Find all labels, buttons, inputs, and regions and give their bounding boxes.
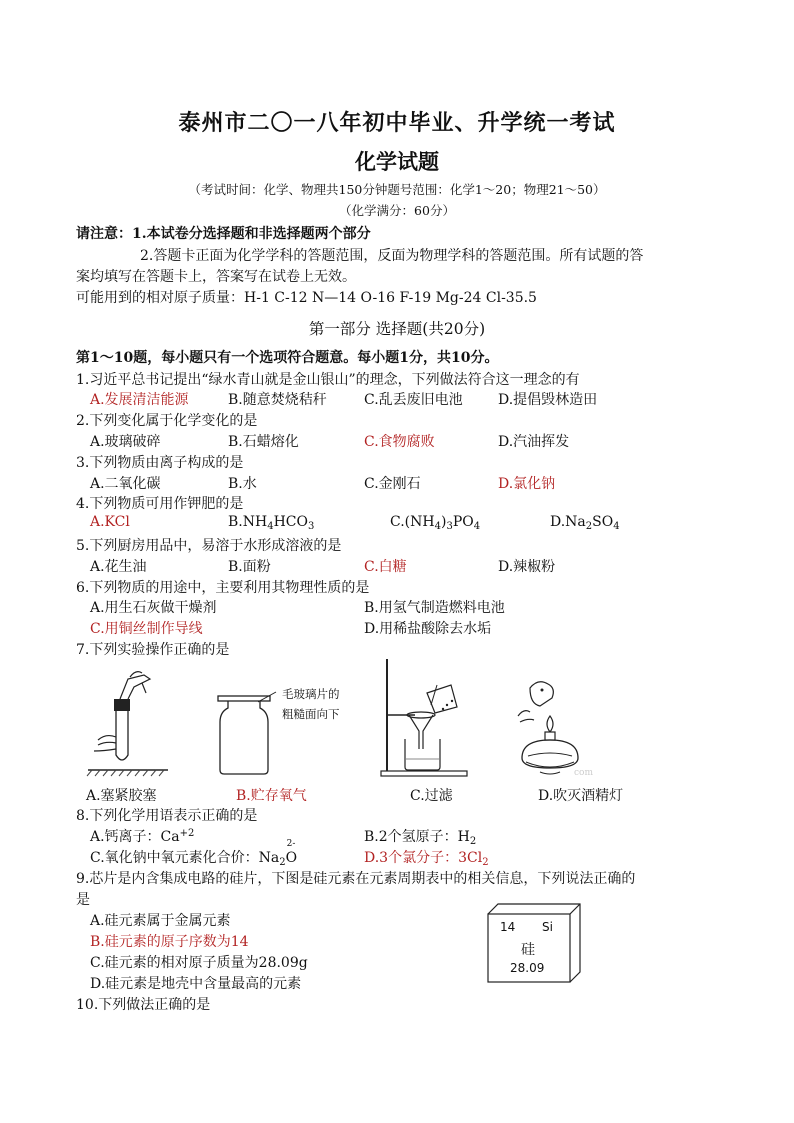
exam-title: 泰州市二〇一八年初中毕业、升学统一考试: [178, 110, 616, 136]
q5-stem: 5.下列厨房用品中，易溶于水形成溶液的是: [76, 538, 342, 554]
element-name: 硅: [521, 942, 535, 958]
q1-option-a: A.发展清洁能源: [90, 392, 189, 408]
q4-option-b: [228, 514, 314, 532]
q4-d-sub2: 4: [613, 521, 620, 532]
notice-label: 请注意：: [76, 226, 132, 242]
q10-stem: 10.下列做法正确的是: [76, 997, 211, 1013]
silicon-element-cell: [486, 906, 576, 982]
q4-stem: 4.下列物质可用作钾肥的是: [76, 496, 244, 512]
notice-item-2b: 案均填写在答题卡上，答案写在试卷上无效。: [76, 269, 356, 285]
q2-option-d: D.汽油挥发: [498, 434, 570, 450]
q6-option-d: D.用稀盐酸除去水垢: [364, 621, 492, 637]
q4-c-text: C.(NH: [390, 514, 435, 530]
glass-note-pointer: [258, 690, 278, 704]
q8-c-sup: 2-: [286, 839, 296, 849]
notice-item-2a: 2.答题卡正面为化学学科的答题范围，反面为物理学科的答题范围。所有试题的答: [140, 248, 644, 264]
q8-b-sub: 2: [469, 836, 477, 847]
figure-filtration: [375, 655, 475, 780]
q8-option-d: [364, 847, 489, 868]
q9-stem: 9.芯片是内含集成电路的硅片，下图是硅元素在元素周期表中的相关信息，下列说法正确的: [76, 871, 636, 887]
q5-option-a: A.花生油: [90, 559, 147, 575]
q7-option-c: C.过滤: [410, 788, 453, 804]
q8-a-text: A.钙离子：Ca: [90, 829, 180, 845]
q8-d-sub: 2: [482, 857, 489, 868]
q4-d-text: D.Na: [550, 514, 586, 530]
q7-option-b: B.贮存氧气: [236, 788, 307, 804]
section-title: 第一部分 选择题(共20分): [308, 320, 486, 338]
q3-option-a: A.二氧化碳: [90, 476, 161, 492]
q9-option-a: A.硅元素属于金属元素: [90, 913, 231, 929]
image-watermark: com: [574, 768, 593, 778]
figure-alcohol-lamp: [510, 676, 590, 781]
q9-option-b: B.硅元素的原子序数为14: [90, 934, 249, 950]
q4-c-sub: 4: [434, 521, 441, 532]
q4-c-sub3: 4: [473, 521, 481, 532]
q2-option-b: B.石蜡熔化: [228, 434, 299, 450]
glass-note-line-1: 毛玻璃片的: [282, 687, 340, 701]
q9-option-d: D.硅元素是地壳中含量最高的元素: [90, 976, 302, 992]
q2-option-c: C.食物腐败: [364, 434, 435, 450]
exam-time-note: （考试时间：化学、物理共150分钟题号范围：化学1～20；物理21～50）: [188, 182, 606, 197]
glass-note-line-2: 粗糙面向下: [282, 707, 340, 721]
q8-a-sup: +2: [179, 828, 195, 839]
element-mass: 28.09: [510, 961, 545, 975]
notice-item-1: 1.本试卷分选择题和非选择题两个部分: [132, 226, 371, 242]
q7-option-d: D.吹灭酒精灯: [538, 788, 624, 804]
exam-subtitle: 化学试题: [355, 149, 439, 174]
q6-option-c: C.用铜丝制作导线: [90, 621, 203, 637]
notice-line-1: [76, 223, 371, 243]
exam-score-note: （化学满分：60分）: [339, 203, 455, 218]
q6-stem: 6.下列物质的用途中，主要利用其物理性质的是: [76, 580, 370, 596]
q9-option-c: C.硅元素的相对原子质量为28.09g: [90, 955, 308, 971]
q1-option-b: B.随意焚烧秸秆: [228, 392, 327, 408]
q4-d-text2: SO: [592, 514, 614, 530]
figure-insert-stopper: [84, 665, 174, 780]
q1-option-d: D.提倡毁林造田: [498, 392, 598, 408]
q7-stem: 7.下列实验操作正确的是: [76, 642, 230, 658]
q8-c-text2: O: [285, 850, 298, 866]
q3-stem: 3.下列物质由离子构成的是: [76, 455, 244, 471]
q8-b-text: B.2个氢原子：H: [364, 829, 470, 845]
q3-option-c: C.金刚石: [364, 476, 421, 492]
q8-stem: 8.下列化学用语表示正确的是: [76, 808, 258, 824]
q8-c-text: C.氧化钠中氧元素化合价：Na: [90, 850, 280, 866]
q3-option-d: D.氯化钠: [498, 476, 556, 492]
q8-d-text: D.3个氯分子：3Cl: [364, 850, 483, 866]
q4-d-sub: 2: [585, 521, 593, 532]
q8-option-c: [90, 839, 298, 868]
q6-option-b: B.用氢气制造燃料电池: [364, 600, 505, 616]
section-instruction: 第1～10题，每小题只有一个选项符合题意。每小题1分，共10分。: [76, 350, 499, 366]
q6-option-a: A.用生石灰做干燥剂: [90, 600, 217, 616]
q4-c-paren: ): [440, 514, 447, 530]
q4-option-d: [550, 514, 620, 532]
q5-option-c: C.白糖: [364, 559, 407, 575]
q4-c-sub2: 3: [446, 521, 453, 532]
q9-stem-cont: 是: [76, 892, 90, 908]
q4-b-text2: HCO: [273, 514, 308, 530]
q4-b-text: B.NH: [228, 514, 268, 530]
element-symbol: Si: [542, 920, 553, 934]
q4-option-c: [390, 514, 480, 532]
q8-option-b: [364, 826, 476, 847]
q3-option-b: B.水: [228, 476, 257, 492]
element-number: 14: [500, 920, 516, 934]
q1-option-c: C.乱丢废旧电池: [364, 392, 463, 408]
q4-option-a: A.KCl: [90, 514, 130, 530]
q8-option-a: [90, 826, 194, 846]
q2-stem: 2.下列变化属于化学变化的是: [76, 413, 258, 429]
q7-option-a: A.塞紧胶塞: [86, 788, 157, 804]
atomic-mass-line: 可能用到的相对原子质量：H-1 C-12 N—14 O-16 F-19 Mg-24 Cl-35.5: [76, 290, 537, 306]
q8-c-oxygen: [285, 839, 298, 866]
q8-c-sub: 2: [279, 857, 286, 868]
q5-option-b: B.面粉: [228, 559, 271, 575]
q1-stem: 1.习近平总书记提出“绿水青山就是金山银山”的理念，下列做法符合这一理念的有: [76, 372, 580, 388]
q4-b-sub: 4: [267, 521, 274, 532]
q2-option-a: A.玻璃破碎: [90, 434, 161, 450]
q4-b-sub2: 3: [307, 521, 315, 532]
q5-option-d: D.辣椒粉: [498, 559, 556, 575]
q4-c-text2: PO: [452, 514, 474, 530]
